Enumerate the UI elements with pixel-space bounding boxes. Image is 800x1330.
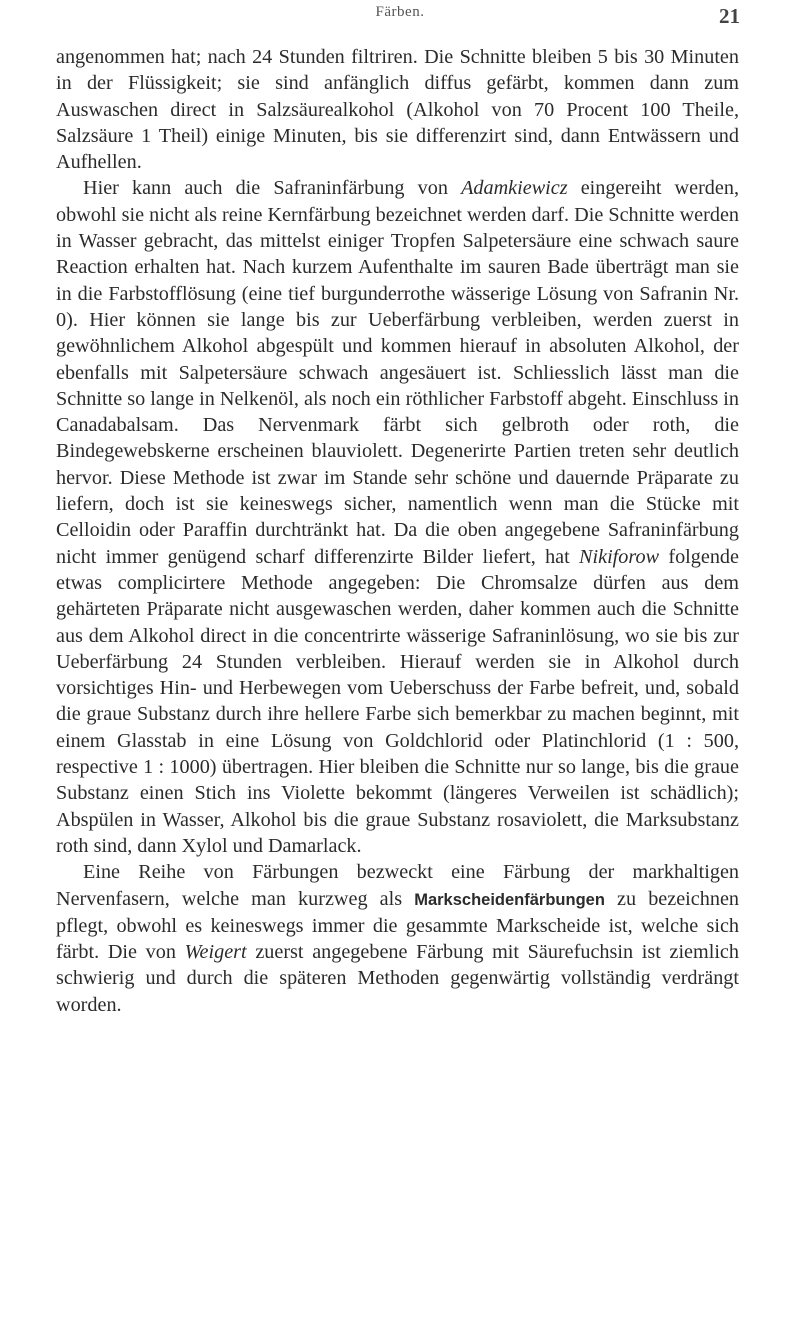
- text-segment: angenommen hat; nach 24 Stunden filtriren. Die Schnitte bleiben 5 bis 30 Minuten in der Flüssigkeit; sie sind anfänglich diffus gefärbt, kommen dann zum Auswaschen direct in Salzsäurealkohol (Alkohol von 70 Procent 100 Theile, Salzsäure 1 Theil) einige Minuten, bis sie differenzirt sind, dann Entwässern und Aufhellen.: [56, 46, 739, 174]
- author-name-nikiforow: Nikiforow: [579, 545, 660, 568]
- text-segment: zuerst angegebene Färbung mit Säurefuchsin ist ziemlich schwierig und durch die späteren Methoden gegenwärtig vollständig verdrängt worden.: [56, 941, 739, 1016]
- running-header: [60, 4, 740, 28]
- text-segment: folgende etwas complicirtere Methode angegeben: Die Chromsalze dürfen aus dem gehärteten Präparate nicht ausgewaschen werden, daher kommen auch die Schnitte aus dem Alkohol direct in die concentrirte wässerige Safraninlösung, wo sie bis zur Ueberfärbung 24 Stunden verbleiben. Hierauf werden sie in Alkohol durch vorsichtiges Hin- und Herbewegen vom Ueberschuss der Farbe befreit, und, sobald die graue Substanz durch ihre hellere Farbe sich bemerkbar zu machen beginnt, mit einem Glasstab in eine Lösung von Goldchlorid oder Platinchlorid (1 : 500, respective 1 : 1000) übertragen. Hier bleiben die Schnitte nur so lange, bis die graue Substanz einen Stich ins Violette bekommt (längeres Verweilen ist schädlich); Abspülen in Wasser, Alkohol bis die graue Substanz rosaviolett, die Marksubstanz roth sind, dann Xylol und Damarlack.: [56, 545, 739, 857]
- running-title: Färben.: [375, 4, 425, 20]
- author-name-adamkiewicz: Adamkiewicz: [461, 177, 568, 200]
- text-segment: zu bezeichnen pflegt, obwohl es keineswegs immer die gesammte Markscheide ist, welche sich färbt. Die von: [56, 887, 739, 964]
- paragraph: [56, 44, 739, 175]
- bold-term: Markscheidenfärbungen: [414, 890, 605, 909]
- text-segment: Hier kann auch die Safraninfärbung von: [83, 177, 462, 200]
- text-segment: eingereiht werden, obwohl sie nicht als reine Kernfärbung bezeichnet werden darf. Die Schnitte werden in Wasser gebracht, das mittelst einiger Tropfen Salpetersäure eine schwach saure Reaction erhalten hat. Nach kurzem Aufenthalte im sauren Bade überträgt man sie in die Farbstofflösung (eine tief burgunderrothe wässerige Lösung von Safranin Nr. 0). Hier können sie lange bis zur Ueberfärbung verbleiben, werden zuerst in gewöhnlichem Alkohol abgespült und kommen hierauf in absoluten Alkohol, der ebenfalls mit Salpetersäure schwach angesäuert ist. Schliesslich lässt man die Schnitte so lange in Nelkenöl, als noch ein röthlicher Farbstoff abgeht. Einschluss in Canadabalsam. Das Nervenmark färbt sich gelbroth oder roth, die Bindegewebskerne erscheinen blauviolett. Degenerirte Partien treten sehr deutlich hervor. Diese Methode ist zwar im Stande sehr schöne und dauernde Präparate zu liefern, doch ist sie keineswegs sicher, namentlich wenn man die Stücke mit Celloidin oder Paraffin durchtränkt hat. Da die oben angegebene Safraninfärbung nicht immer genügend scharf differenzirte Bilder liefert, hat: [56, 177, 739, 568]
- body-text: [56, 44, 739, 1018]
- paragraph: [56, 175, 739, 859]
- page-number: 21: [719, 4, 740, 28]
- author-name-weigert: Weigert: [184, 941, 247, 964]
- paragraph: [56, 859, 739, 1018]
- text-segment: Eine Reihe von Färbungen bezweckt eine Färbung der markhaltigen Nervenfasern, welche man kurzweg als: [56, 861, 739, 910]
